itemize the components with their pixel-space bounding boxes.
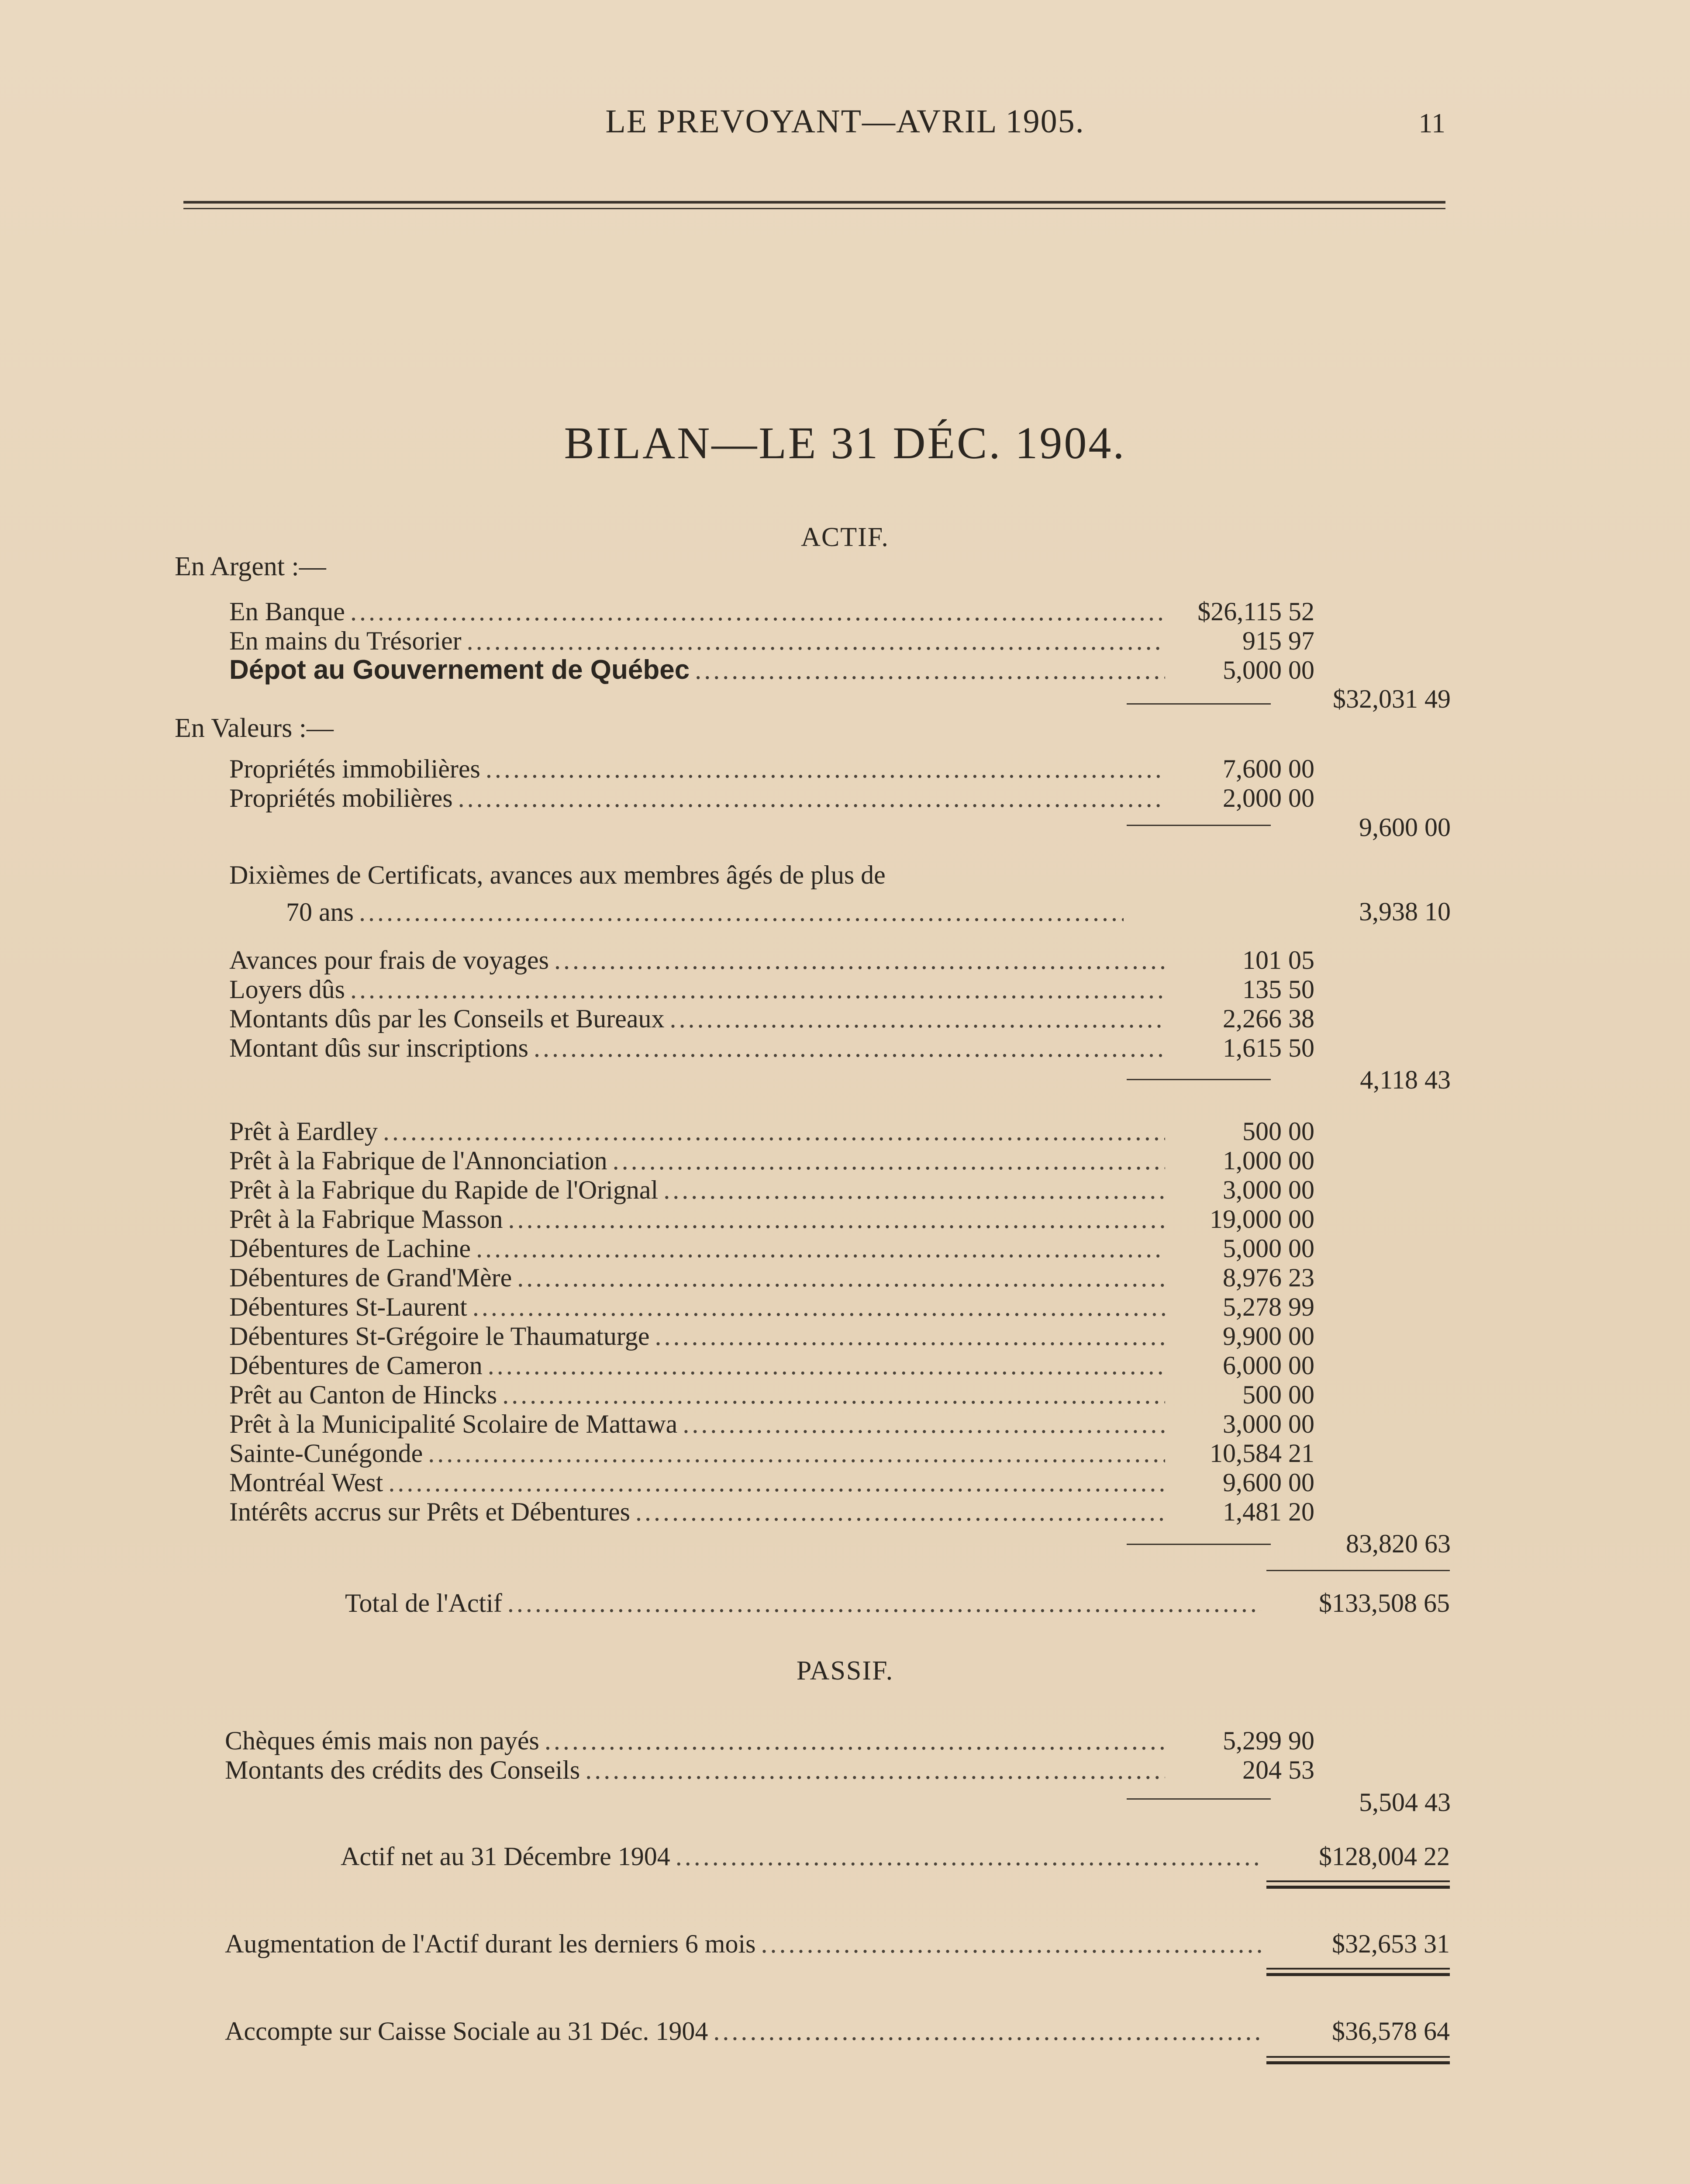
row-amount: 3,000 00 [1223, 1410, 1314, 1438]
row-amount: 1,615 50 [1223, 1033, 1314, 1062]
ledger-row [229, 1350, 1314, 1381]
group-total: 83,820 63 [1346, 1529, 1451, 1558]
row-amount: $128,004 22 [1319, 1842, 1450, 1871]
page-number: 11 [1418, 107, 1445, 138]
row-label: Accompte sur Caisse Sociale au 31 Déc. 1904 [225, 2017, 708, 2046]
ledger-row [286, 897, 1129, 927]
row-amount: 500 00 [1242, 1117, 1314, 1146]
dixiemes-line: Dixièmes de Certificats, avances aux membres âgés de plus de [229, 860, 886, 889]
row-amount: 5,000 00 [1223, 1234, 1314, 1263]
row-amount: 915 97 [1242, 626, 1314, 655]
row-label: Propriétés immobilières [229, 754, 480, 783]
row-amount: 2,000 00 [1223, 784, 1314, 812]
row-amount: 500 00 [1242, 1380, 1314, 1409]
ledger-row [229, 1033, 1314, 1063]
row-label: Avances pour frais de voyages [229, 946, 549, 975]
subtotal-rule [1127, 703, 1271, 705]
ledger-row [229, 945, 1314, 975]
row-label: Débentures de Lachine [229, 1234, 471, 1263]
row-amount: 101 05 [1242, 946, 1314, 975]
row-amount: 1,000 00 [1223, 1146, 1314, 1175]
row-label: Loyers dûs [229, 975, 345, 1004]
subtotal-rule [1127, 1544, 1271, 1545]
subtotal-rule [1127, 1798, 1271, 1800]
row-amount: 5,000 00 [1223, 656, 1314, 684]
ledger-row [229, 655, 1314, 685]
ledger-row [229, 625, 1314, 656]
row-label: Montants des crédits des Conseils [225, 1755, 580, 1784]
ledger-row [229, 1003, 1314, 1034]
row-label: Montréal West [229, 1468, 383, 1497]
double-rule [1266, 2056, 1450, 2066]
row-amount: 7,600 00 [1223, 754, 1314, 783]
row-label: Chèques émis mais non payés [225, 1726, 539, 1755]
row-amount: 5,299 90 [1223, 1726, 1314, 1755]
row-label: Prêt au Canton de Hincks [229, 1380, 497, 1409]
ledger-row [229, 1292, 1314, 1322]
row-label: Prêt à la Fabrique de l'Annonciation [229, 1146, 607, 1175]
ledger-row [225, 1725, 1314, 1756]
row-label: En Banque [229, 597, 345, 626]
summary-row [225, 1926, 1450, 1961]
row-amount: $26,115 52 [1197, 597, 1314, 626]
row-label: Augmentation de l'Actif durant les derniers 6 mois [225, 1929, 756, 1958]
ledger-row [229, 1467, 1314, 1498]
total-actif-row [345, 1586, 1450, 1621]
ledger-row [229, 974, 1314, 1005]
row-amount: $32,653 31 [1332, 1929, 1450, 1958]
group-total: 4,118 43 [1360, 1065, 1451, 1094]
row-label: Dépot au Gouvernement de Québec [229, 655, 690, 685]
double-rule [1266, 1880, 1450, 1890]
row-amount: 9,600 00 [1223, 1468, 1314, 1497]
row-label: Sainte-Cunégonde [229, 1439, 423, 1468]
row-label: Débentures St-Laurent [229, 1292, 467, 1321]
subtotal-rule [1127, 825, 1271, 826]
ledger-row [229, 1145, 1314, 1176]
ledger-row [229, 596, 1314, 627]
ledger-row [229, 1233, 1314, 1264]
row-amount: 6,000 00 [1223, 1351, 1314, 1380]
ledger-row [229, 1175, 1314, 1205]
row-label: Prêt à la Municipalité Scolaire de Mattawa [229, 1410, 678, 1438]
row-amount: 19,000 00 [1210, 1205, 1314, 1234]
row-amount: 135 50 [1242, 975, 1314, 1004]
row-label: Débentures de Cameron [229, 1351, 483, 1380]
ledger-row [225, 1755, 1314, 1785]
page-title: BILAN—LE 31 DÉC. 1904. [564, 418, 1126, 468]
double-rule [1266, 1968, 1450, 1977]
ledger-row [229, 1409, 1314, 1439]
header-rule [183, 201, 1445, 214]
row-label: Prêt à la Fabrique du Rapide de l'Orignal [229, 1175, 659, 1204]
group-label-argent: En Argent :— [175, 552, 326, 581]
row-label: Montants dûs par les Conseils et Bureaux [229, 1004, 665, 1033]
ledger-row [229, 1262, 1314, 1293]
row-amount: 204 53 [1242, 1755, 1314, 1784]
row-label: Prêt à Eardley [229, 1117, 378, 1146]
ledger-row [229, 753, 1314, 784]
ledger-row [229, 1321, 1314, 1351]
row-label: En mains du Trésorier [229, 626, 462, 655]
row-label: Total de l'Actif [345, 1589, 502, 1617]
group-total: $32,031 49 [1333, 684, 1451, 713]
running-header: LE PREVOYANT—AVRIL 1905. [605, 103, 1085, 140]
ledger-row [229, 783, 1314, 813]
row-amount: 2,266 38 [1223, 1004, 1314, 1033]
ledger-row [229, 1116, 1314, 1147]
passif-heading: PASSIF. [796, 1656, 894, 1686]
summary-row [341, 1839, 1450, 1874]
row-amount: 3,000 00 [1223, 1175, 1314, 1204]
row-amount: 8,976 23 [1223, 1263, 1314, 1292]
row-label: Débentures de Grand'Mère [229, 1263, 512, 1292]
ledger-row [229, 1379, 1314, 1410]
group-label-valeurs: En Valeurs :— [175, 713, 334, 743]
row-label: Débentures St-Grégoire le Thaumaturge [229, 1322, 650, 1351]
group-total: 5,504 43 [1359, 1788, 1451, 1817]
row-amount: 10,584 21 [1210, 1439, 1314, 1468]
group-total: 3,938 10 [1359, 897, 1451, 926]
group-total: 9,600 00 [1359, 813, 1451, 842]
row-label: Prêt à la Fabrique Masson [229, 1205, 503, 1234]
row-label: Montant dûs sur inscriptions [229, 1033, 528, 1062]
row-label: 70 ans [286, 898, 354, 926]
ledger-row [229, 1204, 1314, 1234]
row-amount: 9,900 00 [1223, 1322, 1314, 1351]
subtotal-rule [1127, 1079, 1271, 1080]
ledger-row [229, 1496, 1314, 1527]
row-amount: 1,481 20 [1223, 1497, 1314, 1526]
total-rule [1266, 1570, 1450, 1571]
summary-row [225, 2014, 1450, 2049]
row-amount: $36,578 64 [1332, 2017, 1450, 2046]
row-amount: 5,278 99 [1223, 1292, 1314, 1321]
row-label: Actif net au 31 Décembre 1904 [341, 1842, 670, 1871]
row-label: Propriétés mobilières [229, 784, 453, 812]
ledger-row [229, 1438, 1314, 1469]
row-label: Intérêts accrus sur Prêts et Débentures [229, 1497, 630, 1526]
actif-heading: ACTIF. [801, 522, 889, 552]
row-amount: $133,508 65 [1319, 1589, 1450, 1617]
